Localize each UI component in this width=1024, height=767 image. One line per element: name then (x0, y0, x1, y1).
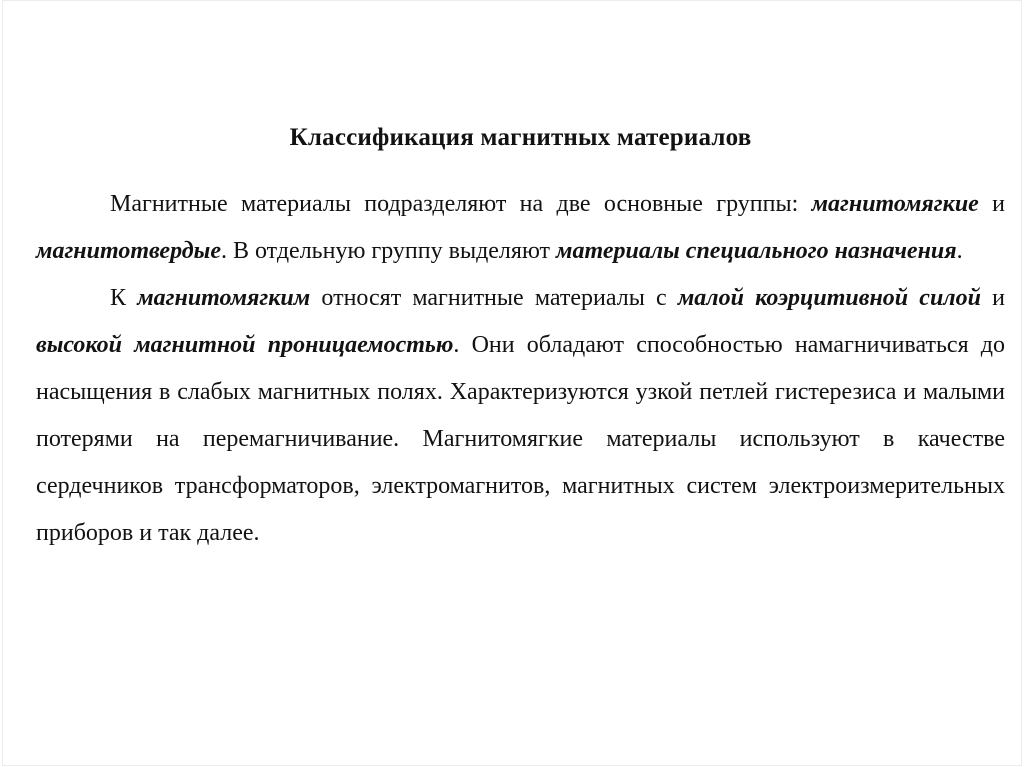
text-run: К (110, 285, 138, 311)
text-run-emphasis: малой коэрцитивной силой (677, 285, 981, 311)
text-run-emphasis: магнитомягкие (811, 191, 979, 217)
text-run: . Они обладают способностью намагничиваться до насыщения в слабых магнитных полях. Характеризуются узкой петлей гистерезиса и малыми потерями на перемагничивание. Магнитомягкие материалы используют в качестве сердечников трансформаторов, электромагнитов, магнитных систем электроизмерительных приборов и так далее. (36, 332, 1006, 546)
slide-body (36, 181, 1005, 557)
text-run: Магнитные материалы подразделяют на две основные группы: (110, 191, 812, 217)
text-run: и (980, 285, 1006, 311)
text-run: относят магнитные материалы с (310, 285, 678, 311)
text-run-emphasis: магнитомягким (137, 285, 311, 311)
text-run: . В отдельную группу выделяют (220, 238, 557, 264)
paragraph-soft-magnetic (36, 275, 1005, 557)
text-run-emphasis: высокой магнитной проницаемостью (36, 332, 454, 358)
text-run: . (956, 238, 963, 264)
text-run-emphasis: материалы специального назначения (556, 238, 957, 264)
text-run: и (978, 191, 1005, 217)
slide (2, 0, 1022, 766)
slide-title: Классификация магнитных материалов (289, 124, 752, 151)
text-run-emphasis: магнитотвердые (36, 238, 221, 264)
paragraph-classification (36, 181, 1005, 275)
